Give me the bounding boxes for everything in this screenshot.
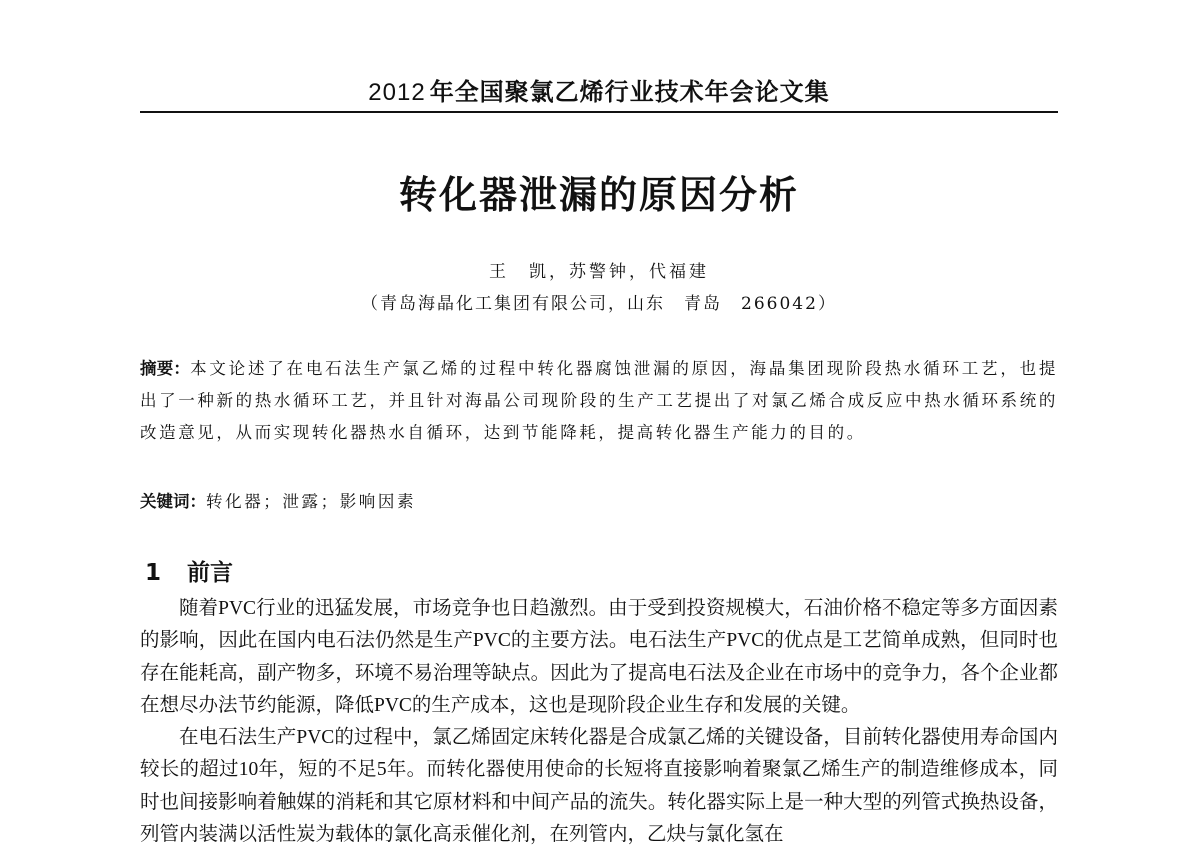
section-title: 前言 (187, 560, 233, 586)
body-paragraph: 随着PVC行业的迅猛发展，市场竞争也日趋激烈。由于受到投资规模大，石油价格不稳定等多方面因素的影响，因此在国内电石法仍然是生产PVC的主要方法。电石法生产PVC的优点是工艺简单成熟，但同时也存在能耗高，副产物多，环境不易治理等缺点。因此为了提高电石法及企业在市场中的竞争力，各个企业都在想尽办法节约能源，降低PVC的生产成本，这也是现阶段企业生存和发展的关键。 (140, 598, 1058, 716)
header-rule (140, 111, 1058, 113)
section-heading (145, 557, 233, 589)
article-authors: 王 凯，苏警钟，代福建 (489, 262, 709, 282)
header-collection-title: 年全国聚氯乙烯行业技术年会论文集 (429, 77, 830, 106)
keywords-label: 关键词： (140, 492, 206, 511)
keywords-text: 转化器；泄露；影响因素 (206, 492, 417, 511)
abstract-text: 本文论述了在电石法生产氯乙烯的过程中转化器腐蚀泄漏的原因，海晶集团现阶段热水循环工艺，也提出了一种新的热水循环工艺，并且针对海晶公司现阶段的生产工艺提出了对氯乙烯合成反应中热水循环系统的改造意见，从而实现转化器热水自循环，达到节能降耗，提高转化器生产能力的目的。 (140, 359, 1059, 442)
abstract-label: 摘要： (140, 359, 191, 378)
body-paragraph: 在电石法生产PVC的过程中，氯乙烯固定床转化器是合成氯乙烯的关键设备，目前转化器使用寿命国内较长的超过10年，短的不足5年。而转化器使用使命的长短将直接影响着聚氯乙烯生产的制造维修成本，同时也间接影响着触媒的消耗和其它原材料和中间产品的流失。转化器实际上是一种大型的列管式换热设备，列管内装满以活性炭为载体的氯化高汞催化剂，在列管内，乙炔与氯化氢在 (140, 727, 1058, 846)
header-year: 2012 (368, 79, 426, 106)
section-number: 1 (145, 560, 162, 586)
abstract (140, 353, 1058, 449)
running-header (140, 76, 1058, 109)
article-affiliation: （青岛海晶化工集团有限公司，山东 青岛 266042） (361, 294, 837, 314)
article-title: 转化器泄漏的原因分析 (398, 173, 799, 217)
section-body (140, 593, 1058, 851)
keywords (140, 486, 1058, 518)
